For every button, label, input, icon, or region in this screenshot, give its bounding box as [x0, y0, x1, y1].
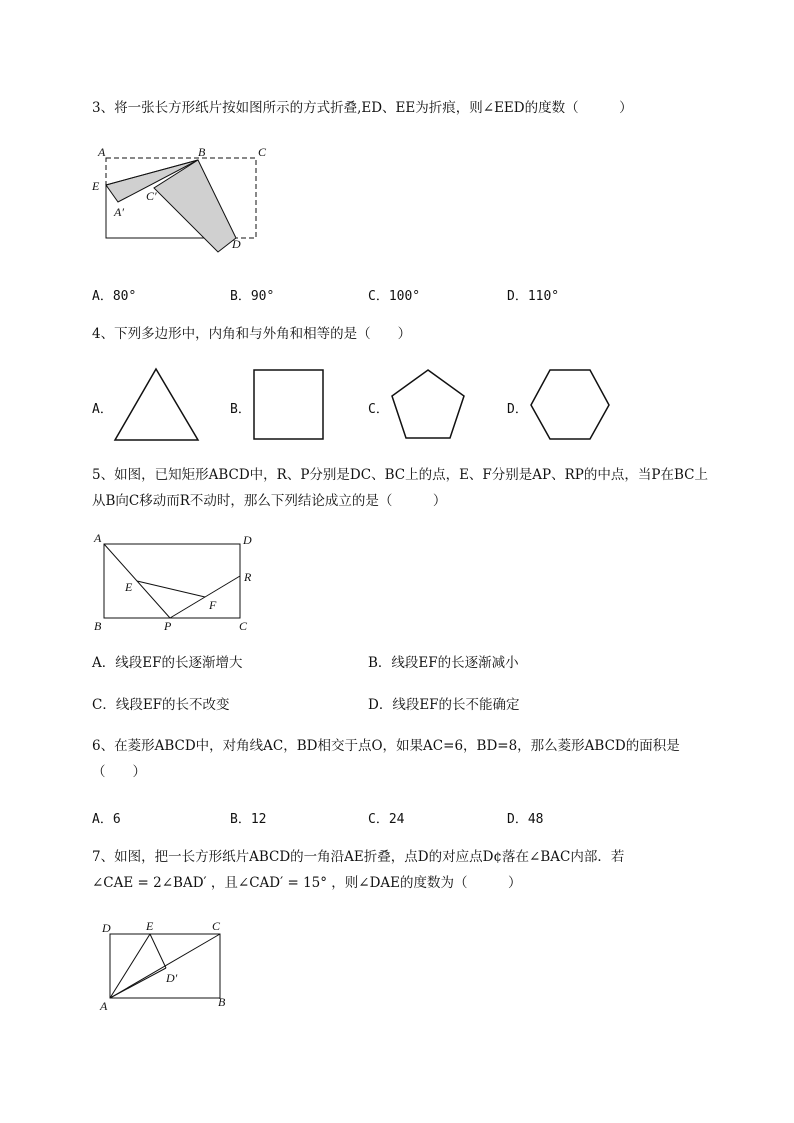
q7-segment-ed1: [150, 934, 166, 968]
q3-option-b: B．90°: [230, 289, 275, 304]
q6-line1: 6、在菱形ABCD中，对角线AC，BD相交于点O，如果AC=6，BD=8，那么菱形ABCD的面积是: [92, 738, 680, 754]
q7-label-c: C: [212, 919, 221, 933]
q3-option-c: C．100°: [368, 289, 421, 304]
q5-label-c: C: [239, 619, 248, 633]
q6-option-b: B．12: [230, 812, 267, 827]
q7-label-d1: D′: [166, 971, 178, 985]
q6-option-a: A．6: [92, 812, 121, 827]
q4-option-b-letter: B．: [230, 402, 251, 417]
q5-option-a: A．线段EF的长逐渐增大: [92, 655, 243, 671]
q5-figure: [88, 530, 268, 636]
q3-option-a: A．80°: [92, 289, 137, 304]
q5-label-a: A: [94, 531, 102, 545]
q5-label-b: B: [94, 619, 102, 633]
q4-option-a-letter: A．: [92, 402, 113, 417]
q7-label-e: E: [146, 919, 154, 933]
q4-option-d-letter: D．: [507, 402, 528, 417]
q7-line2: ∠CAE = 2∠BAD′ ，且∠CAD′ = 15° ，则∠DAE的度数为（ ）: [92, 875, 522, 891]
q5-option-b: B．线段EF的长逐渐减小: [368, 655, 519, 671]
q7-line1: 7、如图，把一长方形纸片ABCD的一角沿AE折叠，点D的对应点D¢落在∠BAC内部．若: [92, 849, 625, 865]
q7-fold-ae: [110, 934, 150, 998]
q7-label-d: D: [102, 921, 111, 935]
q5-segment-ef: [137, 581, 205, 597]
q3-option-d: D．110°: [507, 289, 560, 304]
q3-label-a: A: [98, 145, 106, 159]
q5-label-d: D: [243, 533, 252, 547]
q3-text: 3、将一张长方形纸片按如图所示的方式折叠,ED、EE为折痕，则∠EED的度数（ ）: [92, 100, 633, 116]
q5-option-c: C．线段EF的长不改变: [92, 697, 230, 713]
q6-option-c: C．24: [368, 812, 405, 827]
q5-label-p: P: [164, 619, 172, 633]
q3-label-e: E: [92, 179, 100, 193]
q5-line1: 5、如图，已知矩形ABCD中，R、P分别是DC、BC上的点，E、F分别是AP、RP的中点，当P在BC上: [92, 467, 708, 483]
q4-pentagon: [388, 368, 468, 442]
q6-option-d: D．48: [507, 812, 544, 827]
q3-label-d: D: [232, 237, 241, 251]
q7-label-b: B: [218, 995, 226, 1009]
q7-segment-ad1: [110, 968, 166, 998]
q4-text: 4、下列多边形中，内角和与外角和相等的是（ ）: [92, 326, 412, 342]
q5-line2: 从B向C移动而R不动时，那么下列结论成立的是（ ）: [92, 493, 447, 509]
q3-label-a1: A′: [114, 205, 124, 219]
q6-line2: （ ）: [92, 764, 146, 780]
q5-label-r: R: [244, 570, 252, 584]
q4-option-c-letter: C．: [368, 402, 389, 417]
q5-label-f: F: [209, 598, 217, 612]
q3-label-b: B: [198, 145, 206, 159]
q4-hexagon: [528, 368, 612, 442]
q4-square: [252, 368, 326, 442]
q7-label-a: A: [100, 999, 108, 1013]
q7-figure: [96, 916, 246, 1014]
q5-label-e: E: [125, 580, 133, 594]
q3-label-c: C: [258, 145, 267, 159]
q3-figure: [88, 142, 288, 260]
q3-label-c1: C′: [146, 189, 157, 203]
q5-option-d: D．线段EF的长不能确定: [368, 697, 520, 713]
q4-triangle: [112, 366, 202, 444]
